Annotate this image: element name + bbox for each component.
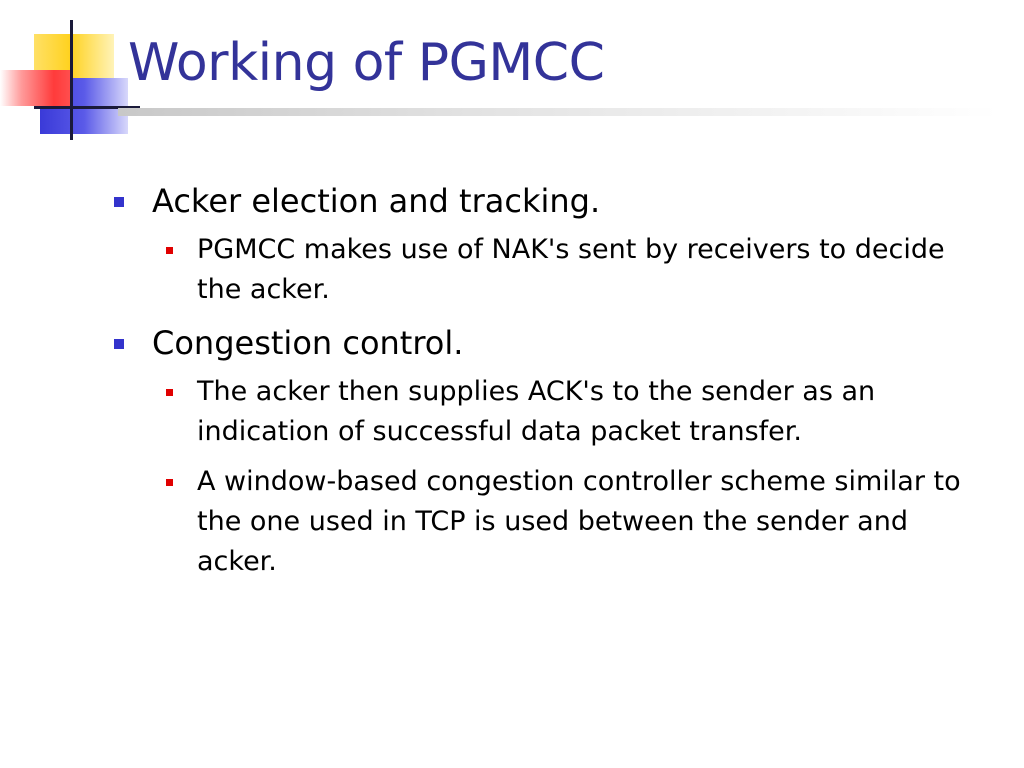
bullet-level2 [166, 462, 992, 582]
square-bullet-icon [114, 339, 124, 349]
corner-ornament [0, 0, 140, 145]
slide-body [112, 178, 992, 592]
bullet-level1 [112, 320, 992, 366]
square-bullet-icon [114, 197, 124, 207]
bullet-level2 [166, 372, 992, 452]
slide-title: Working of PGMCC [128, 33, 605, 93]
square-bullet-icon [166, 479, 173, 486]
ornament-red-square [0, 70, 72, 106]
title-underline [118, 108, 998, 116]
sub-bullet-text: PGMCC makes use of NAK's sent by receivers to decide the acker. [197, 234, 945, 305]
bullet-text: Acker election and tracking. [152, 182, 601, 220]
sub-bullet-text: The acker then supplies ACK's to the sender as an indication of successful data packet transfer. [197, 376, 876, 447]
bullet-level1 [112, 178, 992, 224]
bullet-text: Congestion control. [152, 324, 464, 362]
square-bullet-icon [166, 247, 173, 254]
square-bullet-icon [166, 389, 173, 396]
sub-bullet-text: A window-based congestion controller scheme similar to the one used in TCP is used between the sender and acker. [197, 466, 961, 577]
ornament-vertical-line [70, 20, 73, 140]
bullet-level2 [166, 230, 992, 310]
